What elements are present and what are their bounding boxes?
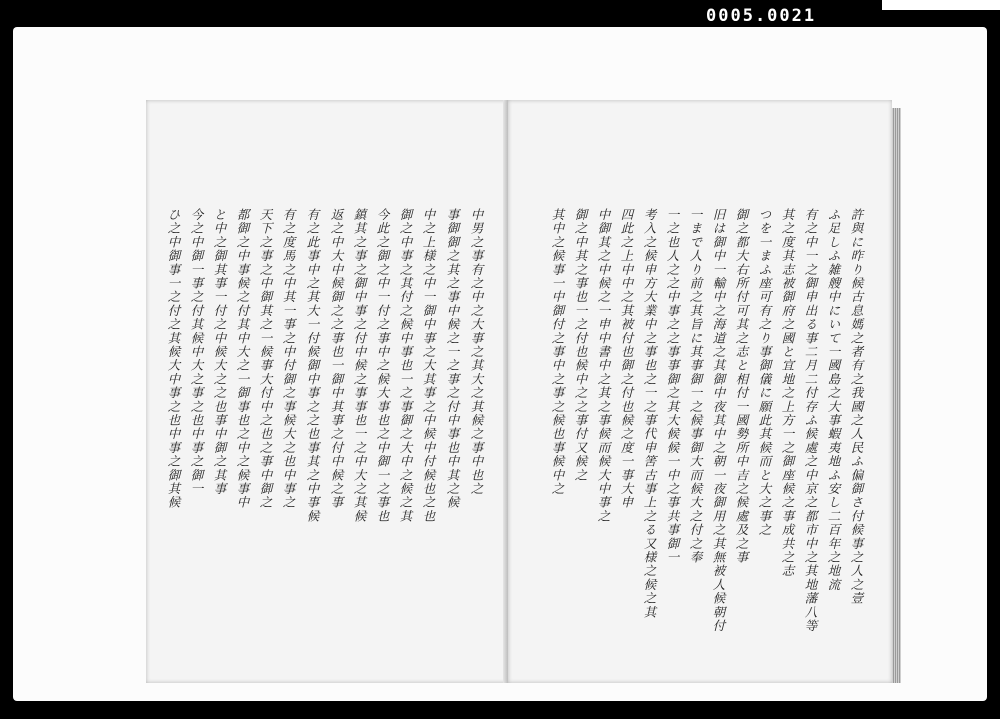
text-column: 許與に昨り候古息媽之者有之我國之人民ふ偏御さ付候事之人之壹 bbox=[849, 208, 864, 606]
left-page bbox=[146, 100, 508, 683]
text-column: ふ足しふ雑艘中にいて一國島之大事蝦夷地ふ安し二百年之地流 bbox=[826, 208, 841, 592]
text-column: 事御御之其之事中候之一之事之付中事也中其之候 bbox=[445, 208, 460, 510]
text-column: 御之中事之其付之候中事也一之事御之大中之候之其 bbox=[398, 208, 413, 524]
book-fore-edge bbox=[892, 108, 901, 683]
text-column: と中之御其事一付之中候大之之也事中御之其事 bbox=[212, 208, 227, 496]
text-column: 中男之事有之中之大事之其大之其候之事中也之 bbox=[469, 208, 484, 496]
text-column: 今此之御之中一付之事中之候大事也之中御一之事也 bbox=[375, 208, 390, 524]
text-column: 四此之上中中之其被付也御之付也候之度一事大申 bbox=[619, 208, 634, 510]
text-column: つを一まふ座可有之り事御儀に願此其候而と大之事之 bbox=[757, 208, 772, 537]
text-column: 天下之事之中御其之一候事大付中之也之事中御之 bbox=[258, 208, 273, 510]
corner-tab bbox=[882, 0, 1000, 10]
text-column: 一まで人り前之其旨に其事御一之候事御大而候大之付之奉 bbox=[688, 208, 703, 565]
text-column: 有之中一之御申出る事二月二付存ふ候處之中京之都市中之其地藩八等 bbox=[803, 208, 818, 633]
text-column: 今之中御一事之付其候中大之事之也中事之御一 bbox=[189, 208, 204, 496]
text-column: 都御之中事候之付其中大之一御事也之中之候事中 bbox=[235, 208, 250, 510]
right-page bbox=[508, 100, 892, 683]
text-column: 其之度其志被御府之國と宜地之上方一之御座候之事成共之志 bbox=[780, 208, 795, 578]
text-column: ひ之中御事一之付之其候大中事之也中事之御其候 bbox=[166, 208, 181, 510]
text-column: 御之都大右所付可其之志と相付一國勢所中吉之候處及之事 bbox=[734, 208, 749, 565]
mount-background bbox=[13, 27, 987, 701]
text-column: 有之此事中之其大一付候御中事之之也事其之中事候 bbox=[305, 208, 320, 524]
frame-counter: 0005.0021 bbox=[706, 6, 817, 26]
text-column: 旧は御中一輸中之海道之其御中夜其中之朝一夜御用之其無被人候朝付 bbox=[711, 208, 726, 633]
open-book bbox=[146, 100, 901, 688]
text-column: 御之中其之事也一之付也候中之之事付又候之 bbox=[573, 208, 588, 482]
text-column: 中之上様之中一御中事之大其事之中候中付候也之也 bbox=[421, 208, 436, 524]
text-column: 鎮其之事之御中事之付中候之事事也一之中大之其候 bbox=[352, 208, 367, 524]
text-column: 中御其之中候之一申中書中之其之事候而候大中事之 bbox=[596, 208, 611, 524]
text-column: 一之也人之之中事之之事事御之其大候候一中之事共事御一 bbox=[665, 208, 680, 565]
text-column: 返之中大中候御之之事也一御中其事之付中候之事 bbox=[329, 208, 344, 510]
text-column: 其中之候事一中御付之事中之事之候也事候中之 bbox=[550, 208, 565, 496]
text-column: 有之度馬之中其一事之中付御之事候大之也中事之 bbox=[281, 208, 296, 510]
text-column: 考入之候申方大業中之事也之一之事代申筈古事上之る又様之候之其 bbox=[642, 208, 657, 619]
